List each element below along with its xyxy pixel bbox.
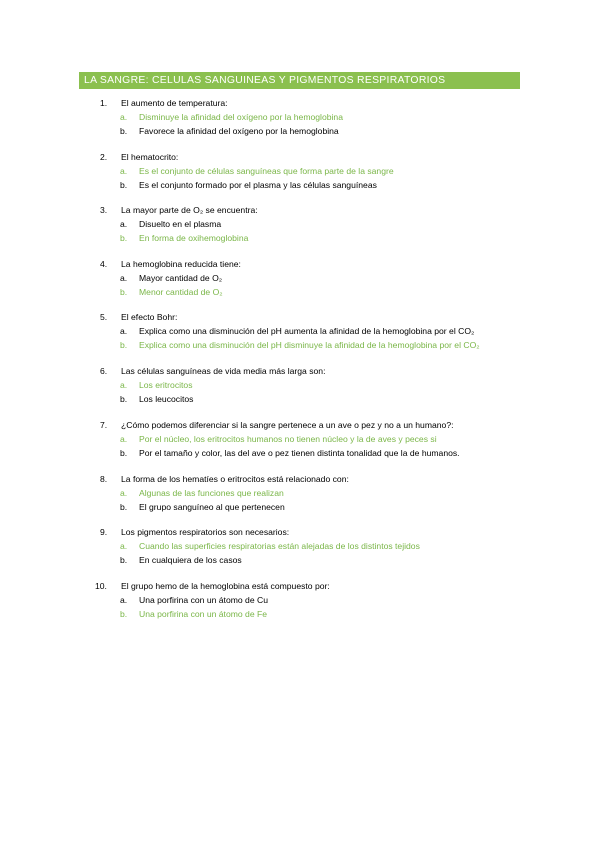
option-text: Una porfirina con un átomo de Cu	[139, 595, 268, 605]
answer-option-a	[100, 378, 530, 392]
question-text-line	[100, 310, 530, 324]
option-letter: a.	[120, 326, 128, 336]
answer-option-a	[100, 271, 530, 285]
question-5	[100, 310, 530, 352]
option-text: Explica como una disminución del pH disminuye la afinidad de la hemoglobina por el CO₂	[139, 340, 480, 350]
answer-option-a	[100, 593, 530, 607]
option-text: Disuelto en el plasma	[139, 219, 222, 229]
question-9	[100, 525, 530, 567]
question-3	[100, 203, 530, 245]
option-letter: a.	[120, 595, 128, 605]
option-text: Mayor cantidad de O₂	[139, 273, 223, 283]
answer-option-b	[100, 231, 530, 245]
option-text: Por el tamaño y color, las del ave o pez tienen distinta tonalidad que la de humanos.	[139, 448, 460, 458]
answer-option-a	[100, 217, 530, 231]
option-letter: a.	[120, 434, 128, 444]
question-text-line	[95, 579, 530, 593]
answer-option-a	[100, 486, 530, 500]
answer-option-b	[100, 178, 530, 192]
question-number: 10.	[95, 581, 107, 591]
option-letter: a.	[120, 488, 128, 498]
question-number: 3.	[100, 205, 108, 215]
question-text: El grupo hemo de la hemoglobina está compuesto por:	[121, 581, 330, 591]
question-text-line	[100, 257, 530, 271]
option-letter: b.	[120, 394, 128, 404]
option-letter: b.	[120, 448, 128, 458]
option-letter: b.	[120, 287, 128, 297]
question-7	[100, 418, 530, 460]
answer-option-b	[100, 607, 530, 621]
option-letter: a.	[120, 541, 128, 551]
question-text: La mayor parte de O₂ se encuentra:	[121, 205, 258, 215]
answer-option-a	[100, 324, 530, 338]
option-text: Una porfirina con un átomo de Fe	[139, 609, 268, 619]
question-2	[100, 150, 530, 192]
option-text: En forma de oxihemoglobina	[139, 233, 249, 243]
option-text: Es el conjunto de células sanguíneas que forma parte de la sangre	[139, 166, 394, 176]
question-8	[100, 472, 530, 514]
question-text-line	[100, 96, 530, 110]
option-text: Disminuye la afinidad del oxígeno por la hemoglobina	[139, 112, 343, 122]
answer-option-a	[100, 164, 530, 178]
answer-option-b	[100, 500, 530, 514]
option-letter: b.	[120, 555, 128, 565]
question-number: 8.	[100, 474, 108, 484]
option-letter: a.	[120, 219, 128, 229]
answer-option-b	[100, 285, 530, 299]
answer-option-b	[100, 338, 530, 352]
question-number: 2.	[100, 152, 108, 162]
option-text: Los leucocitos	[139, 394, 194, 404]
option-text: Los eritrocitos	[139, 380, 193, 390]
question-1	[100, 96, 530, 138]
option-text: Algunas de las funciones que realizan	[139, 488, 284, 498]
question-number: 6.	[100, 366, 108, 376]
question-number: 9.	[100, 527, 108, 537]
option-letter: a.	[120, 380, 128, 390]
question-text: El aumento de temperatura:	[121, 98, 228, 108]
answer-option-a	[100, 539, 530, 553]
option-text: El grupo sanguíneo al que pertenecen	[139, 502, 285, 512]
question-number: 7.	[100, 420, 108, 430]
option-text: Por el núcleo, los eritrocitos humanos no tienen núcleo y la de aves y peces si	[139, 434, 437, 444]
question-4	[100, 257, 530, 299]
question-text: El hematocrito:	[121, 152, 179, 162]
option-text: Es el conjunto formado por el plasma y las células sanguíneas	[139, 180, 377, 190]
option-text: Explica como una disminución del pH aumenta la afinidad de la hemoglobina por el CO₂	[139, 326, 475, 336]
question-text: Los pigmentos respiratorios son necesarios:	[121, 527, 290, 537]
option-letter: b.	[120, 126, 128, 136]
question-number: 4.	[100, 259, 108, 269]
question-text: El efecto Bohr:	[121, 312, 178, 322]
question-text-line	[100, 418, 530, 432]
option-text: Menor cantidad de O₂	[139, 287, 223, 297]
question-10	[95, 579, 530, 621]
option-letter: b.	[120, 340, 128, 350]
answer-option-a	[100, 110, 530, 124]
option-letter: a.	[120, 112, 128, 122]
option-letter: b.	[120, 180, 128, 190]
question-text: Las células sanguíneas de vida media más larga son:	[121, 366, 326, 376]
option-letter: b.	[120, 233, 128, 243]
question-number: 1.	[100, 98, 108, 108]
question-text-line	[100, 472, 530, 486]
question-number: 5.	[100, 312, 108, 322]
option-letter: a.	[120, 273, 128, 283]
answer-option-b	[100, 124, 530, 138]
question-text-line	[100, 150, 530, 164]
question-text-line	[100, 364, 530, 378]
answer-option-b	[100, 553, 530, 567]
answer-option-b	[100, 446, 530, 460]
question-text: La forma de los hematíes o eritrocitos está relacionado con:	[121, 474, 349, 484]
question-text-line	[100, 203, 530, 217]
option-letter: b.	[120, 502, 128, 512]
option-letter: a.	[120, 166, 128, 176]
question-text-line	[100, 525, 530, 539]
answer-option-a	[100, 432, 530, 446]
answer-option-b	[100, 392, 530, 406]
option-text: En cualquiera de los casos	[139, 555, 242, 565]
question-text: ¿Cómo podemos diferenciar si la sangre pertenece a un ave o pez y no a un humano?:	[121, 420, 454, 430]
option-text: Cuando las superficies respiratorias están alejadas de los distintos tejidos	[139, 541, 420, 551]
question-6	[100, 364, 530, 406]
page-title: LA SANGRE: CELULAS SANGUINEAS Y PIGMENTOS RESPIRATORIOS	[79, 72, 520, 89]
option-letter: b.	[120, 609, 128, 619]
option-text: Favorece la afinidad del oxígeno por la hemoglobina	[139, 126, 339, 136]
question-text: La hemoglobina reducida tiene:	[121, 259, 241, 269]
